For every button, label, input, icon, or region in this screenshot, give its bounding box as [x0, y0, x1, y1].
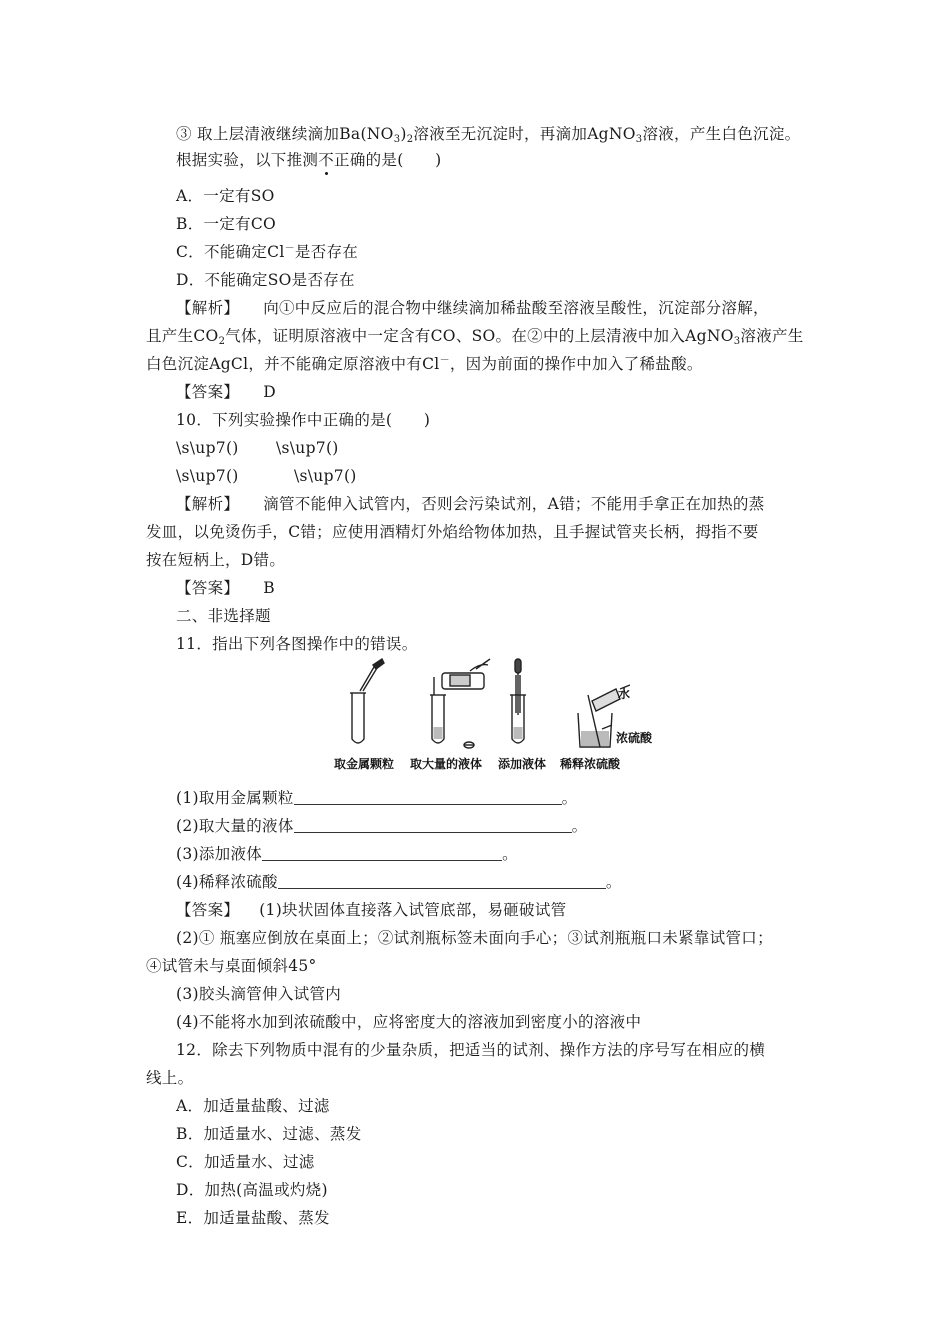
- q9-step3-sub: 3: [393, 134, 401, 145]
- q12-option-a: A．加适量盐酸、过滤: [176, 1097, 330, 1115]
- q11-answer-1-text: (1)块状固体直接落入试管底部，易砸破试管: [259, 901, 567, 919]
- q9-option-c-rest: 是否存在: [294, 243, 359, 261]
- q9-step3-sub3b: 3: [635, 134, 643, 145]
- q11-item-4: [176, 872, 622, 892]
- q12-option-e: E．加适量盐酸、蒸发: [176, 1209, 330, 1227]
- q11-item-2-end: 。: [571, 817, 588, 835]
- q9-step3-text-b: 溶液至无沉淀时，再滴加AgNO: [413, 125, 636, 143]
- q12-stem-line2: 线上。: [146, 1069, 194, 1087]
- q9-step3-text-c: 溶液，产生白色沉淀。: [642, 125, 801, 143]
- q11-blank-3[interactable]: [262, 846, 502, 861]
- q9-analysis-l2b: 气体，证明原溶液中一定含有CO、SO。在②中的上层清液中加入AgNO: [225, 327, 734, 345]
- q9-analysis-l3b: ，因为前面的操作中加入了稀盐酸。: [449, 355, 703, 373]
- caption-large-liquid: 取大量的液体: [410, 757, 483, 771]
- q11-answer-tag: 【答案】: [176, 901, 240, 919]
- q12-option-c: C．加适量水、过滤: [176, 1153, 315, 1171]
- q10-answer: [176, 578, 275, 598]
- q11-item-1-end: 。: [561, 789, 578, 807]
- q10-row2-b: \s\up7(): [294, 467, 357, 485]
- lab-operations-illustration: [330, 655, 630, 755]
- q11-item-2-label: (2)取大量的液体: [176, 817, 294, 835]
- q9-analysis-l2-sub: 2: [218, 336, 226, 347]
- q9-analysis-line1: [176, 298, 769, 318]
- q11-item-4-label: (4)稀释浓硫酸: [176, 873, 278, 891]
- tube-pouring-liquid-icon: [430, 659, 490, 748]
- q9-analysis-l3-sup: －: [439, 355, 450, 366]
- q10-row2-a: \s\up7(): [176, 467, 239, 485]
- label-water: 水: [618, 687, 631, 701]
- q11-answer-2-line1: (2)① 瓶塞应倒放在桌面上；②试剂瓶标签未面向手心；③试剂瓶瓶口未紧靠试管口；: [176, 929, 773, 947]
- section-heading: 二、非选择题: [176, 607, 271, 625]
- q11-item-4-end: 。: [605, 873, 622, 891]
- q10-row1-b: \s\up7(): [276, 439, 339, 457]
- tube-metal-granule-icon: [350, 659, 384, 743]
- q10-row1-a: \s\up7(): [176, 439, 239, 457]
- q11-answer-3: (3)胶头滴管伸入试管内: [176, 985, 342, 1003]
- q12-option-d: D．加热(高温或灼烧): [176, 1181, 328, 1199]
- q9-option-c-label: C．不能确定Cl: [176, 243, 285, 261]
- q9-option-a: A．一定有SO: [176, 187, 275, 205]
- q9-answer: [176, 382, 276, 402]
- tube-dropper-icon: [510, 659, 526, 743]
- q9-step3: [176, 124, 800, 144]
- q9-analysis-tag: 【解析】: [176, 299, 240, 317]
- q9-step3-text-a: ③ 取上层清液继续滴加Ba(NO: [176, 125, 394, 143]
- q9-analysis-l2-sub2: 3: [733, 336, 741, 347]
- q11-item-3-label: (3)添加液体: [176, 845, 263, 863]
- caption-metal-granule: 取金属颗粒: [334, 757, 395, 771]
- q9-analysis-line3: [146, 354, 703, 374]
- q10-analysis-tag: 【解析】: [176, 495, 240, 513]
- q11-blank-1[interactable]: [294, 790, 562, 805]
- q10-analysis-text1: 滴管不能伸入试管内，否则会污染试剂，A错；不能用手拿正在加热的蒸: [263, 495, 765, 513]
- q9-analysis-l2c: 溶液产生: [740, 327, 804, 345]
- q9-option-b: B．一定有CO: [176, 215, 277, 233]
- q9-analysis-l2a: 且产生CO: [146, 327, 219, 345]
- q10-answer-tag: 【答案】: [176, 579, 240, 597]
- q10-analysis-line2: 发皿，以免烫伤手，C错；应使用酒精灯外焰给物体加热，且手握试管夹长柄，拇指不要: [146, 523, 759, 541]
- q9-option-d: D．不能确定SO是否存在: [176, 271, 355, 289]
- q9-analysis-text1: 向①中反应后的混合物中继续滴加稀盐酸至溶液呈酸性，沉淀部分溶解，: [263, 299, 769, 317]
- q9-question-a: 根据实验，以下推测: [176, 151, 319, 169]
- q11-item-1-label: (1)取用金属颗粒: [176, 789, 294, 807]
- q9-answer-tag: 【答案】: [176, 383, 240, 401]
- q9-question: [176, 150, 442, 170]
- q12-option-b: B．加适量水、过滤、蒸发: [176, 1125, 362, 1143]
- q11-item-2: [176, 816, 587, 836]
- q12-stem-line1: 12．除去下列物质中混有的少量杂质，把适当的试剂、操作方法的序号写在相应的横: [176, 1041, 766, 1059]
- q9-answer-value: D: [263, 383, 276, 401]
- q9-question-b: 正确的是( ): [334, 151, 442, 169]
- q9-analysis-line2: [146, 326, 804, 346]
- q11-stem: 11．指出下列各图操作中的错误。: [176, 635, 418, 653]
- q11-answer-4: (4)不能将水加到浓硫酸中，应将密度大的溶液加到密度小的溶液中: [176, 1013, 642, 1031]
- q9-step3-close: ): [400, 125, 407, 143]
- q9-option-c-sup: －: [284, 243, 295, 254]
- q11-answer-2-line2: ④试管未与桌面倾斜45°: [146, 957, 317, 975]
- q10-analysis-line3: 按在短柄上，D错。: [146, 551, 286, 569]
- q10-answer-value: B: [263, 579, 275, 597]
- q11-answer-1: [176, 900, 566, 920]
- q10-analysis-line1: [176, 494, 765, 514]
- q11-item-3: [176, 844, 518, 864]
- q11-blank-2[interactable]: [294, 818, 572, 833]
- q9-emphasis-dot: 不: [318, 151, 335, 169]
- q10-stem: 10．下列实验操作中正确的是( ): [176, 411, 431, 429]
- q9-option-c: [176, 242, 358, 262]
- caption-dilute-acid: 稀释浓硫酸: [560, 757, 621, 771]
- q11-figure: [330, 655, 653, 775]
- q11-item-1: [176, 788, 577, 808]
- q9-step3-sub2: 2: [406, 134, 414, 145]
- q9-analysis-l3a: 白色沉淀AgCl，并不能确定原溶液中有Cl: [146, 355, 440, 373]
- q11-blank-4[interactable]: [278, 874, 606, 889]
- caption-add-liquid: 添加液体: [498, 757, 547, 771]
- q11-item-3-end: 。: [502, 845, 518, 863]
- label-concentrated-sulfuric-acid: 浓硫酸: [616, 731, 653, 745]
